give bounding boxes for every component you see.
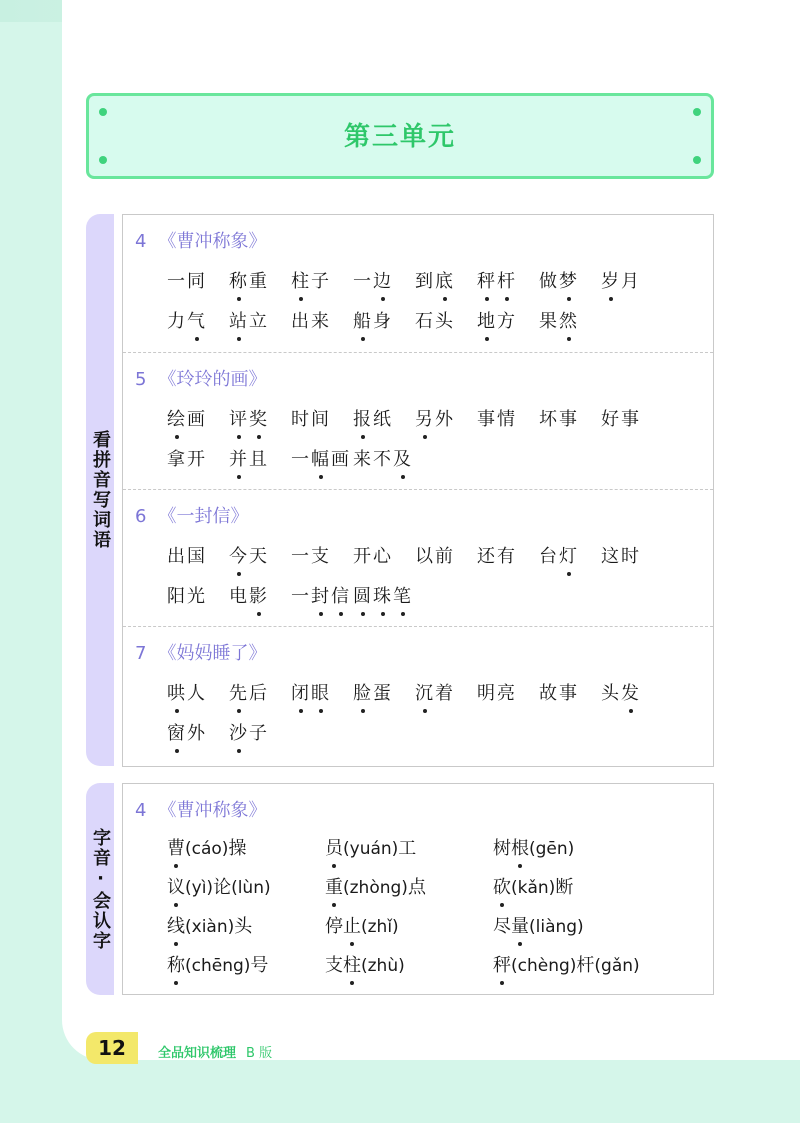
word-char: 且 — [249, 449, 269, 470]
literacy-chars: 头 — [234, 916, 253, 937]
word-char: 珠 — [373, 586, 393, 607]
lesson-section — [123, 489, 713, 627]
vocab-word — [601, 679, 663, 705]
literacy-chars: 杆 — [576, 955, 595, 976]
literacy-chars — [493, 916, 529, 937]
word-char: 心 — [373, 546, 393, 567]
word-char: 脸 — [353, 683, 373, 704]
literacy-chars — [325, 955, 361, 976]
literacy-chars — [493, 877, 511, 898]
literacy-chars — [167, 955, 185, 976]
word-char: 立 — [249, 311, 269, 332]
vocab-word — [167, 267, 229, 293]
word-char: 绘 — [167, 409, 187, 430]
word-char: 奖 — [249, 409, 269, 430]
literacy-chars — [493, 838, 529, 859]
word-char: 影 — [249, 586, 269, 607]
vocab-word — [539, 267, 601, 293]
word-char: 拿 — [167, 449, 187, 470]
word-char: 沉 — [415, 683, 435, 704]
pinyin: (liàng) — [529, 917, 584, 937]
lesson-name: 《曹冲称象》 — [158, 231, 267, 252]
literacy-chars — [167, 877, 185, 898]
vocab-word — [539, 542, 601, 568]
vocab-word — [539, 405, 601, 431]
word-char: 止 — [343, 916, 361, 937]
vocab-box — [122, 214, 714, 767]
word-char: 梦 — [559, 271, 579, 292]
unit-title: 第三单元 — [343, 122, 456, 152]
literacy-item — [167, 912, 325, 938]
word-char: 来 — [311, 311, 331, 332]
literacy-row — [167, 834, 574, 860]
word-char: 外 — [187, 723, 207, 744]
literacy-item — [167, 834, 325, 860]
literacy-chars: 操 — [228, 838, 247, 859]
literacy-chars: 工 — [398, 838, 417, 859]
side-tab-literacy — [86, 783, 114, 995]
word-char: 一 — [291, 586, 311, 607]
literacy-item — [325, 834, 493, 860]
literacy-item — [493, 912, 584, 938]
word-char: 情 — [497, 409, 517, 430]
word-char: 及 — [393, 449, 413, 470]
corner-dot-icon — [693, 156, 701, 164]
lesson-name: 《玲玲的画》 — [158, 369, 267, 390]
word-char: 石 — [415, 311, 435, 332]
word-char: 窗 — [167, 723, 187, 744]
word-char: 月 — [621, 271, 641, 292]
word-char: 有 — [497, 546, 517, 567]
unit-header — [86, 93, 714, 179]
word-char: 后 — [249, 683, 269, 704]
vocab-word — [601, 542, 663, 568]
word-row — [167, 542, 663, 568]
word-char: 哄 — [167, 683, 187, 704]
lesson-number: 5 — [135, 369, 147, 390]
word-char: 着 — [435, 683, 455, 704]
word-char: 称 — [167, 955, 185, 976]
lesson-name: 《一封信》 — [158, 506, 249, 527]
word-char: 光 — [187, 586, 207, 607]
word-char: 事 — [559, 683, 579, 704]
literacy-row — [167, 951, 640, 977]
literacy-chars — [325, 877, 343, 898]
lesson-number: 4 — [135, 800, 147, 821]
literacy-row — [167, 912, 584, 938]
literacy-chars: 论 — [213, 877, 232, 898]
word-char: 子 — [249, 723, 269, 744]
vocab-word — [415, 405, 477, 431]
word-char: 另 — [415, 409, 435, 430]
literacy-item — [325, 912, 493, 938]
word-char: 时 — [621, 546, 641, 567]
word-char: 站 — [229, 311, 249, 332]
vocab-word — [353, 405, 415, 431]
pinyin: (xiàn) — [185, 917, 235, 937]
vocab-word — [167, 542, 229, 568]
vocab-word — [415, 307, 477, 333]
literacy-chars — [493, 955, 511, 976]
vocab-word — [291, 307, 353, 333]
word-char: 报 — [353, 409, 373, 430]
word-char: 砍 — [493, 877, 511, 898]
corner-dot-icon — [693, 108, 701, 116]
side-tab-label: 字音·会认字 — [90, 827, 111, 951]
word-char: 台 — [539, 546, 559, 567]
word-row — [167, 445, 415, 471]
word-char: 一 — [167, 271, 187, 292]
word-char: 边 — [373, 271, 393, 292]
word-char: 尽 — [493, 916, 511, 937]
footer-text — [158, 1042, 272, 1061]
word-char: 信 — [331, 586, 351, 607]
vocab-word — [291, 267, 353, 293]
vocab-word — [167, 582, 229, 608]
vocab-word — [167, 307, 229, 333]
side-tab-vocab — [86, 214, 114, 766]
word-char: 到 — [415, 271, 435, 292]
word-char: 线 — [167, 916, 185, 937]
literacy-chars — [325, 916, 361, 937]
vocab-word — [477, 542, 539, 568]
word-char: 画 — [331, 449, 351, 470]
pinyin: (chēng) — [185, 956, 251, 976]
word-char: 量 — [511, 916, 529, 937]
lesson-title — [135, 502, 248, 528]
word-char: 员 — [325, 838, 343, 859]
literacy-row — [167, 873, 573, 899]
vocab-word — [353, 267, 415, 293]
word-char: 圆 — [353, 586, 373, 607]
book-title: 全品知识梳理 — [158, 1046, 237, 1061]
word-char: 柱 — [291, 271, 311, 292]
word-char: 重 — [249, 271, 269, 292]
word-char: 闭 — [291, 683, 311, 704]
lesson-number: 6 — [135, 506, 147, 527]
literacy-item — [325, 873, 493, 899]
word-row — [167, 679, 663, 705]
word-char: 事 — [477, 409, 497, 430]
word-char: 幅 — [311, 449, 331, 470]
vocab-word — [229, 582, 291, 608]
lesson-name: 《曹冲称象》 — [158, 800, 267, 821]
pinyin: (zhòng) — [343, 878, 408, 898]
page-number: 12 — [86, 1032, 138, 1064]
word-char: 故 — [539, 683, 559, 704]
word-char: 天 — [249, 546, 269, 567]
lesson-title — [135, 365, 266, 391]
vocab-word — [415, 267, 477, 293]
word-char: 一 — [291, 449, 311, 470]
lesson-number: 4 — [135, 231, 147, 252]
word-char: 头 — [601, 683, 621, 704]
vocab-word — [415, 542, 477, 568]
lesson-title — [135, 227, 266, 253]
word-char: 画 — [187, 409, 207, 430]
lesson-number: 7 — [135, 643, 147, 664]
pinyin: (chèng) — [511, 956, 577, 976]
lesson-section — [123, 352, 713, 490]
vocab-word — [291, 542, 353, 568]
vocab-word — [291, 582, 353, 608]
literacy-chars: 断 — [555, 877, 574, 898]
lesson-title — [135, 639, 266, 665]
word-char: 人 — [187, 683, 207, 704]
word-char: 柱 — [343, 955, 361, 976]
word-char: 蛋 — [373, 683, 393, 704]
word-char: 身 — [373, 311, 393, 332]
word-char: 事 — [621, 409, 641, 430]
word-char: 曹 — [167, 838, 185, 859]
pinyin: (gǎn) — [594, 956, 640, 976]
corner-dot-icon — [99, 156, 107, 164]
word-char: 开 — [353, 546, 373, 567]
vocab-word — [167, 405, 229, 431]
word-char: 子 — [311, 271, 331, 292]
literacy-item — [167, 873, 325, 899]
word-char: 做 — [539, 271, 559, 292]
word-char: 封 — [311, 586, 331, 607]
word-row — [167, 307, 601, 333]
word-char: 事 — [559, 409, 579, 430]
word-char: 根 — [511, 838, 529, 859]
word-char: 外 — [435, 409, 455, 430]
word-char: 力 — [167, 311, 187, 332]
vocab-word — [539, 679, 601, 705]
word-char: 一 — [353, 271, 373, 292]
word-char: 支 — [325, 955, 343, 976]
word-char: 底 — [435, 271, 455, 292]
word-row — [167, 719, 291, 745]
lesson-section — [123, 215, 713, 352]
literacy-box — [122, 783, 714, 995]
book-version: B 版 — [246, 1046, 273, 1061]
pinyin: (zhǐ) — [361, 917, 399, 937]
vocab-word — [539, 307, 601, 333]
pinyin: (lùn) — [231, 878, 271, 898]
vocab-word — [229, 267, 291, 293]
word-row — [167, 582, 415, 608]
word-char: 秤 — [477, 271, 497, 292]
word-char: 以 — [415, 546, 435, 567]
word-char: 船 — [353, 311, 373, 332]
word-char: 果 — [539, 311, 559, 332]
word-char: 树 — [493, 838, 511, 859]
vocab-word — [229, 307, 291, 333]
word-char: 电 — [229, 586, 249, 607]
word-char: 坏 — [539, 409, 559, 430]
pinyin: (cáo) — [185, 839, 229, 859]
corner-dot-icon — [99, 108, 107, 116]
vocab-word — [291, 679, 353, 705]
vocab-word — [477, 405, 539, 431]
word-char: 称 — [229, 271, 249, 292]
vocab-word — [415, 679, 477, 705]
side-tab-label: 看拼音写词语 — [90, 430, 111, 550]
literacy-chars: 点 — [407, 877, 426, 898]
word-char: 议 — [167, 877, 185, 898]
word-char: 这 — [601, 546, 621, 567]
word-char: 来 — [353, 449, 373, 470]
word-char: 间 — [311, 409, 331, 430]
word-char: 支 — [311, 546, 331, 567]
vocab-word — [291, 405, 353, 431]
word-char: 阳 — [167, 586, 187, 607]
word-char: 气 — [187, 311, 207, 332]
word-char: 并 — [229, 449, 249, 470]
word-char: 出 — [167, 546, 187, 567]
word-char: 然 — [559, 311, 579, 332]
word-char: 同 — [187, 271, 207, 292]
vocab-word — [291, 445, 353, 471]
word-char: 国 — [187, 546, 207, 567]
word-char: 前 — [435, 546, 455, 567]
word-char: 一 — [291, 546, 311, 567]
literacy-item — [493, 834, 574, 860]
literacy-chars: 号 — [250, 955, 269, 976]
word-char: 开 — [187, 449, 207, 470]
vocab-word — [229, 719, 291, 745]
word-char: 今 — [229, 546, 249, 567]
literacy-chars — [167, 838, 185, 859]
word-char: 不 — [373, 449, 393, 470]
vocab-word — [167, 445, 229, 471]
word-char: 停 — [325, 916, 343, 937]
pinyin: (kǎn) — [511, 878, 556, 898]
word-row — [167, 267, 663, 293]
lesson-title — [135, 796, 266, 822]
pinyin: (yì) — [185, 878, 214, 898]
vocab-word — [477, 267, 539, 293]
word-char: 出 — [291, 311, 311, 332]
pinyin: (yuán) — [343, 839, 399, 859]
word-char: 沙 — [229, 723, 249, 744]
word-char: 杆 — [497, 271, 517, 292]
vocab-word — [353, 542, 415, 568]
vocab-word — [477, 307, 539, 333]
word-char: 亮 — [497, 683, 517, 704]
literacy-chars — [325, 838, 343, 859]
word-row — [167, 405, 663, 431]
word-char: 纸 — [373, 409, 393, 430]
word-char: 笔 — [393, 586, 413, 607]
word-char: 好 — [601, 409, 621, 430]
word-char: 时 — [291, 409, 311, 430]
word-char: 还 — [477, 546, 497, 567]
vocab-word — [167, 679, 229, 705]
word-char: 头 — [435, 311, 455, 332]
word-char: 发 — [621, 683, 641, 704]
literacy-item — [167, 951, 325, 977]
lesson-name: 《妈妈睡了》 — [158, 643, 267, 664]
vocab-word — [353, 679, 415, 705]
pinyin: (gēn) — [529, 839, 575, 859]
literacy-item — [493, 951, 640, 977]
word-char: 地 — [477, 311, 497, 332]
literacy-item — [493, 873, 573, 899]
word-char: 岁 — [601, 271, 621, 292]
lesson-section — [123, 626, 713, 764]
vocab-word — [229, 542, 291, 568]
word-char: 重 — [325, 877, 343, 898]
word-char: 灯 — [559, 546, 579, 567]
vocab-word — [167, 719, 229, 745]
word-char: 眼 — [311, 683, 331, 704]
vocab-word — [229, 445, 291, 471]
word-char: 方 — [497, 311, 517, 332]
literacy-item — [325, 951, 493, 977]
literacy-chars — [167, 916, 185, 937]
vocab-word — [353, 582, 415, 608]
vocab-word — [477, 679, 539, 705]
word-char: 先 — [229, 683, 249, 704]
vocab-word — [229, 405, 291, 431]
word-char: 秤 — [493, 955, 511, 976]
vocab-word — [353, 307, 415, 333]
vocab-word — [601, 267, 663, 293]
pinyin: (zhù) — [361, 956, 405, 976]
word-char: 评 — [229, 409, 249, 430]
vocab-word — [229, 679, 291, 705]
word-char: 明 — [477, 683, 497, 704]
vocab-word — [601, 405, 663, 431]
vocab-word — [353, 445, 415, 471]
